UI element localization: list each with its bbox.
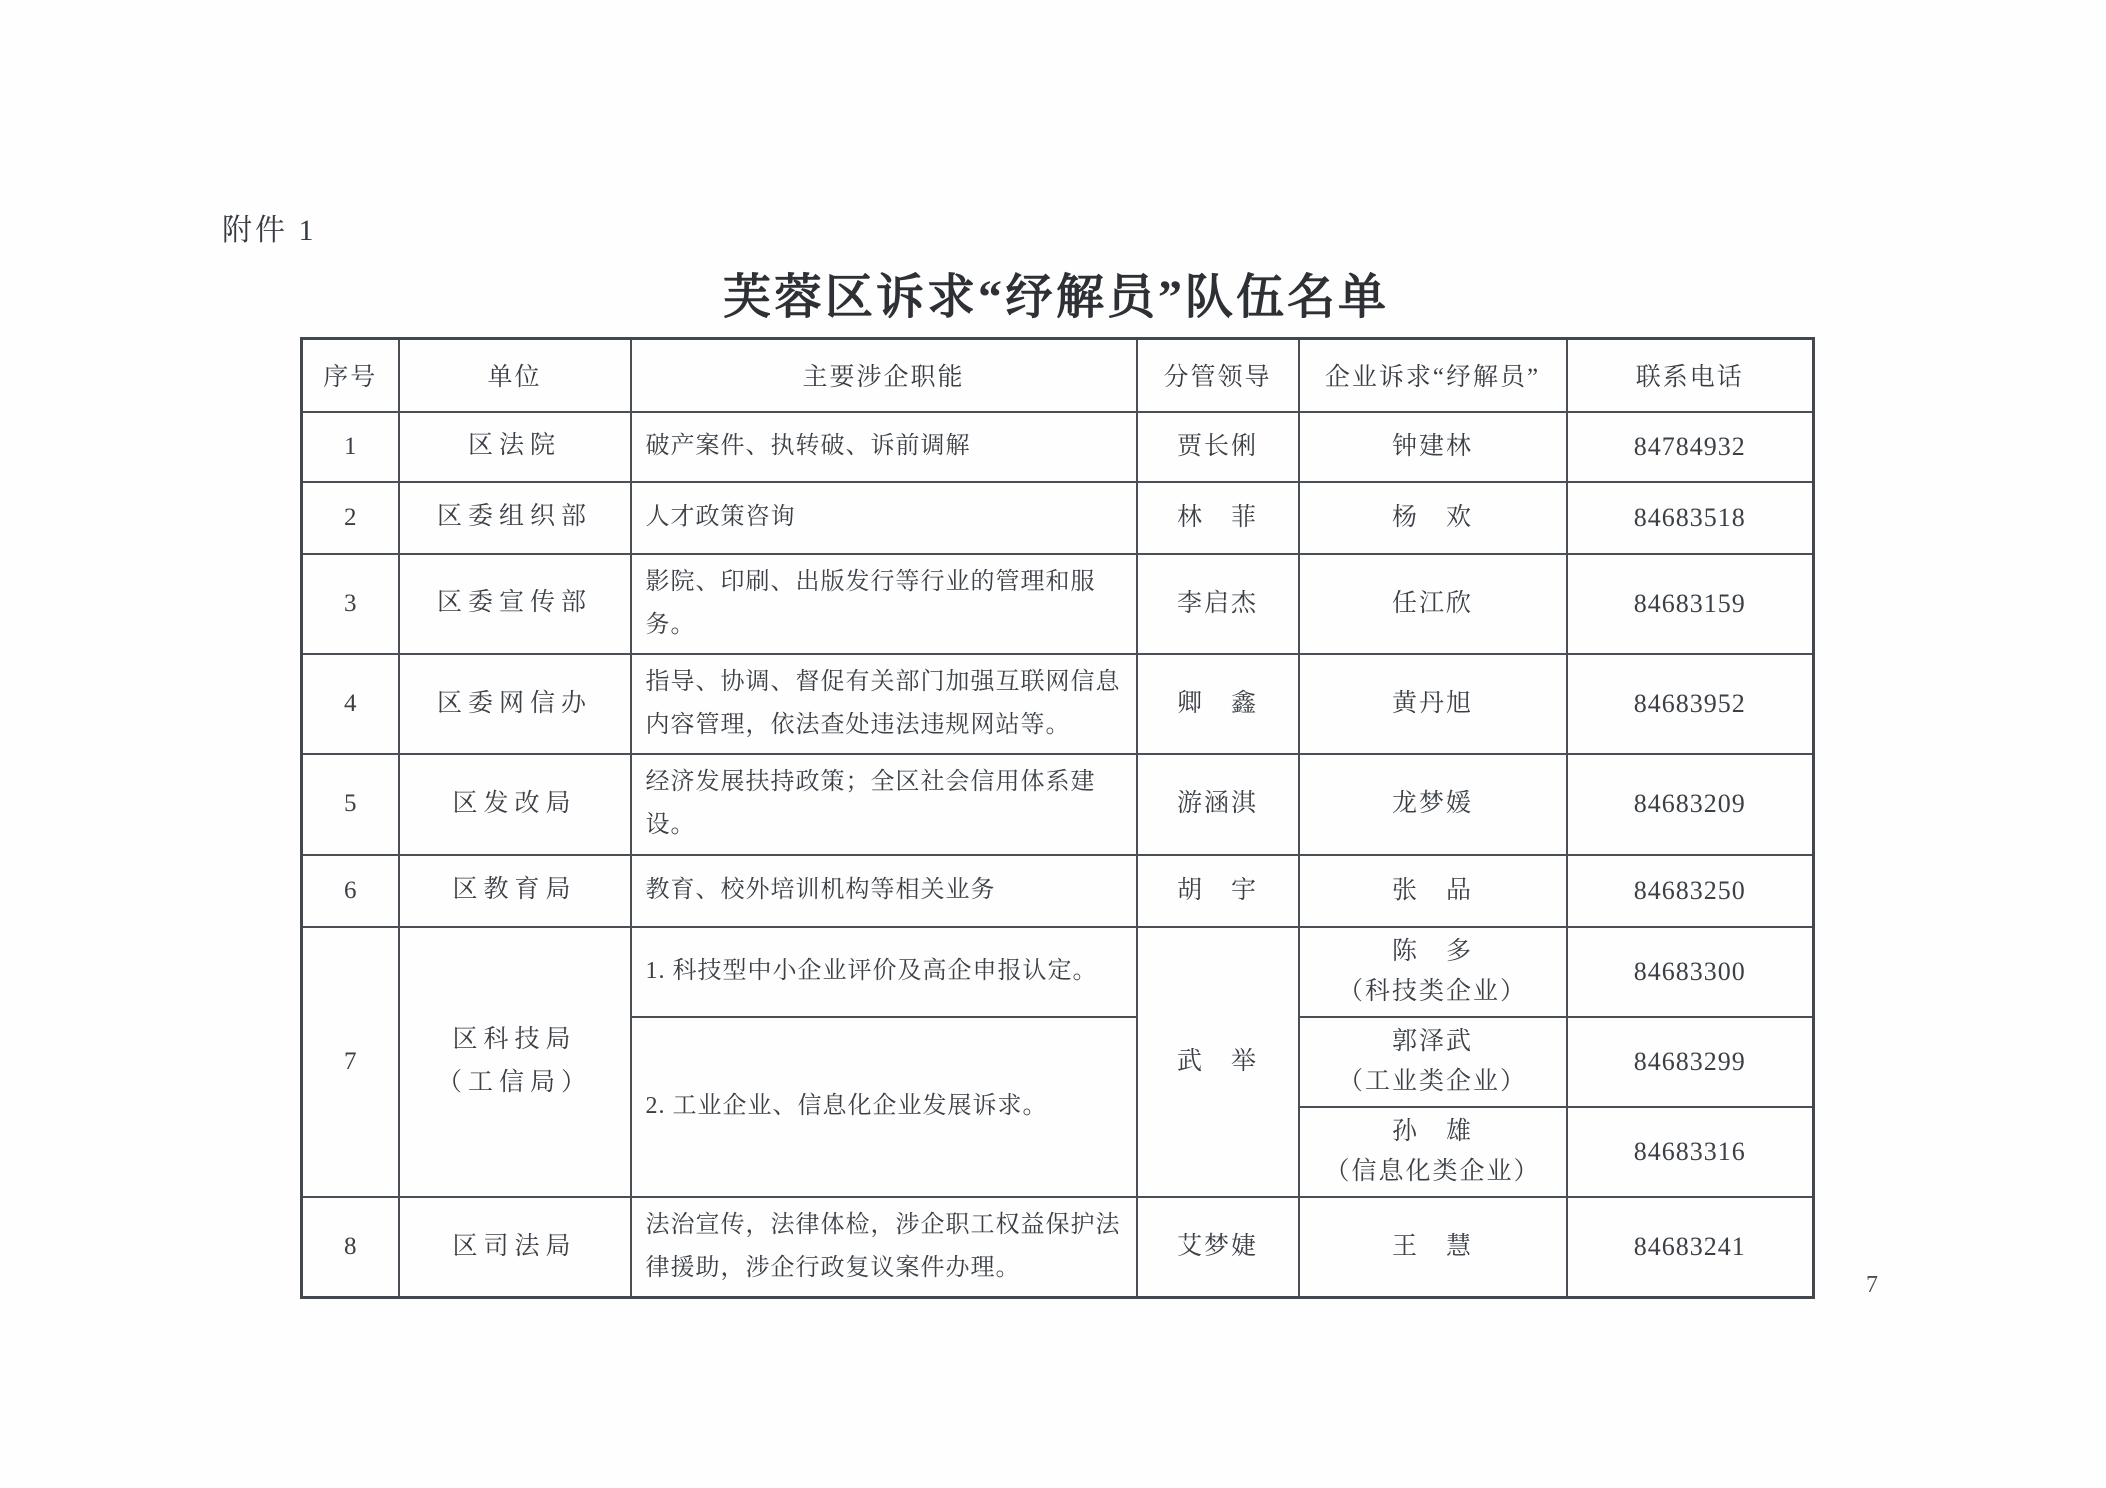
cell-leader: 艾梦婕 — [1137, 1197, 1299, 1298]
column-header-leader: 分管领导 — [1137, 339, 1299, 412]
cell-seq: 4 — [302, 654, 399, 754]
header-row — [302, 339, 1814, 412]
cell-phone: 84683952 — [1567, 654, 1814, 754]
cell-function: 2. 工业企业、信息化企业发展诉求。 — [631, 1017, 1137, 1197]
cell-function: 破产案件、执转破、诉前调解 — [631, 412, 1137, 482]
cell-phone: 84683250 — [1567, 855, 1814, 927]
cell-leader: 卿 鑫 — [1137, 654, 1299, 754]
cell-leader: 游涵淇 — [1137, 754, 1299, 854]
cell-seq: 1 — [302, 412, 399, 482]
column-header-unit: 单位 — [399, 339, 631, 412]
cell-mediator: 龙梦媛 — [1299, 754, 1567, 854]
table-row — [302, 482, 1814, 554]
cell-phone: 84683241 — [1567, 1197, 1814, 1298]
table-row — [302, 412, 1814, 482]
cell-leader: 李启杰 — [1137, 554, 1299, 654]
cell-phone: 84784932 — [1567, 412, 1814, 482]
table-row — [302, 855, 1814, 927]
cell-function: 1. 科技型中小企业评价及高企申报认定。 — [631, 927, 1137, 1017]
cell-mediator: 任江欣 — [1299, 554, 1567, 654]
page-title: 芙蓉区诉求“纾解员”队伍名单 — [722, 271, 1389, 324]
cell-phone: 84683159 — [1567, 554, 1814, 654]
cell-function: 教育、校外培训机构等相关业务 — [631, 855, 1137, 927]
cell-phone: 84683300 — [1567, 927, 1814, 1017]
table-row — [302, 554, 1814, 654]
cell-mediator: 孙 雄 （信息化类企业） — [1299, 1107, 1567, 1197]
cell-mediator: 王 慧 — [1299, 1197, 1567, 1298]
attachment-label: 附件 1 — [222, 214, 317, 247]
cell-seq: 6 — [302, 855, 399, 927]
cell-mediator: 黄丹旭 — [1299, 654, 1567, 754]
cell-mediator: 陈 多 （科技类企业） — [1299, 927, 1567, 1017]
column-header-seq: 序号 — [302, 339, 399, 412]
cell-unit: 区委宣传部 — [399, 554, 631, 654]
column-header-function: 主要涉企职能 — [631, 339, 1137, 412]
cell-phone: 84683209 — [1567, 754, 1814, 854]
roster-table — [300, 337, 1815, 1299]
cell-unit: 区司法局 — [399, 1197, 631, 1298]
cell-leader: 武 举 — [1137, 927, 1299, 1197]
cell-function: 人才政策咨询 — [631, 482, 1137, 554]
cell-seq: 8 — [302, 1197, 399, 1298]
cell-mediator: 张 品 — [1299, 855, 1567, 927]
cell-function: 影院、印刷、出版发行等行业的管理和服务。 — [631, 554, 1137, 654]
cell-leader: 林 菲 — [1137, 482, 1299, 554]
cell-function: 法治宣传，法律体检，涉企职工权益保护法律援助，涉企行政复议案件办理。 — [631, 1197, 1137, 1298]
cell-unit: 区委网信办 — [399, 654, 631, 754]
table-row — [302, 754, 1814, 854]
cell-seq: 2 — [302, 482, 399, 554]
cell-seq: 3 — [302, 554, 399, 654]
cell-phone: 84683518 — [1567, 482, 1814, 554]
table-row — [302, 1197, 1814, 1298]
cell-seq: 5 — [302, 754, 399, 854]
cell-unit: 区科技局 （工信局） — [399, 927, 631, 1197]
cell-phone: 84683316 — [1567, 1107, 1814, 1197]
cell-function: 指导、协调、督促有关部门加强互联网信息内容管理，依法查处违法违规网站等。 — [631, 654, 1137, 754]
column-header-mediator: 企业诉求“纾解员” — [1299, 339, 1567, 412]
cell-unit: 区委组织部 — [399, 482, 631, 554]
table-row — [302, 927, 1814, 1017]
cell-unit: 区法院 — [399, 412, 631, 482]
cell-leader: 胡 宇 — [1137, 855, 1299, 927]
cell-unit: 区教育局 — [399, 855, 631, 927]
cell-mediator: 钟建林 — [1299, 412, 1567, 482]
cell-function: 经济发展扶持政策；全区社会信用体系建设。 — [631, 754, 1137, 854]
page-number: 7 — [1866, 1272, 1878, 1298]
cell-mediator: 杨 欢 — [1299, 482, 1567, 554]
table-row — [302, 654, 1814, 754]
cell-seq: 7 — [302, 927, 399, 1197]
cell-mediator: 郭泽武 （工业类企业） — [1299, 1017, 1567, 1107]
cell-leader: 贾长俐 — [1137, 412, 1299, 482]
cell-unit: 区发改局 — [399, 754, 631, 854]
cell-phone: 84683299 — [1567, 1017, 1814, 1107]
column-header-phone: 联系电话 — [1567, 339, 1814, 412]
